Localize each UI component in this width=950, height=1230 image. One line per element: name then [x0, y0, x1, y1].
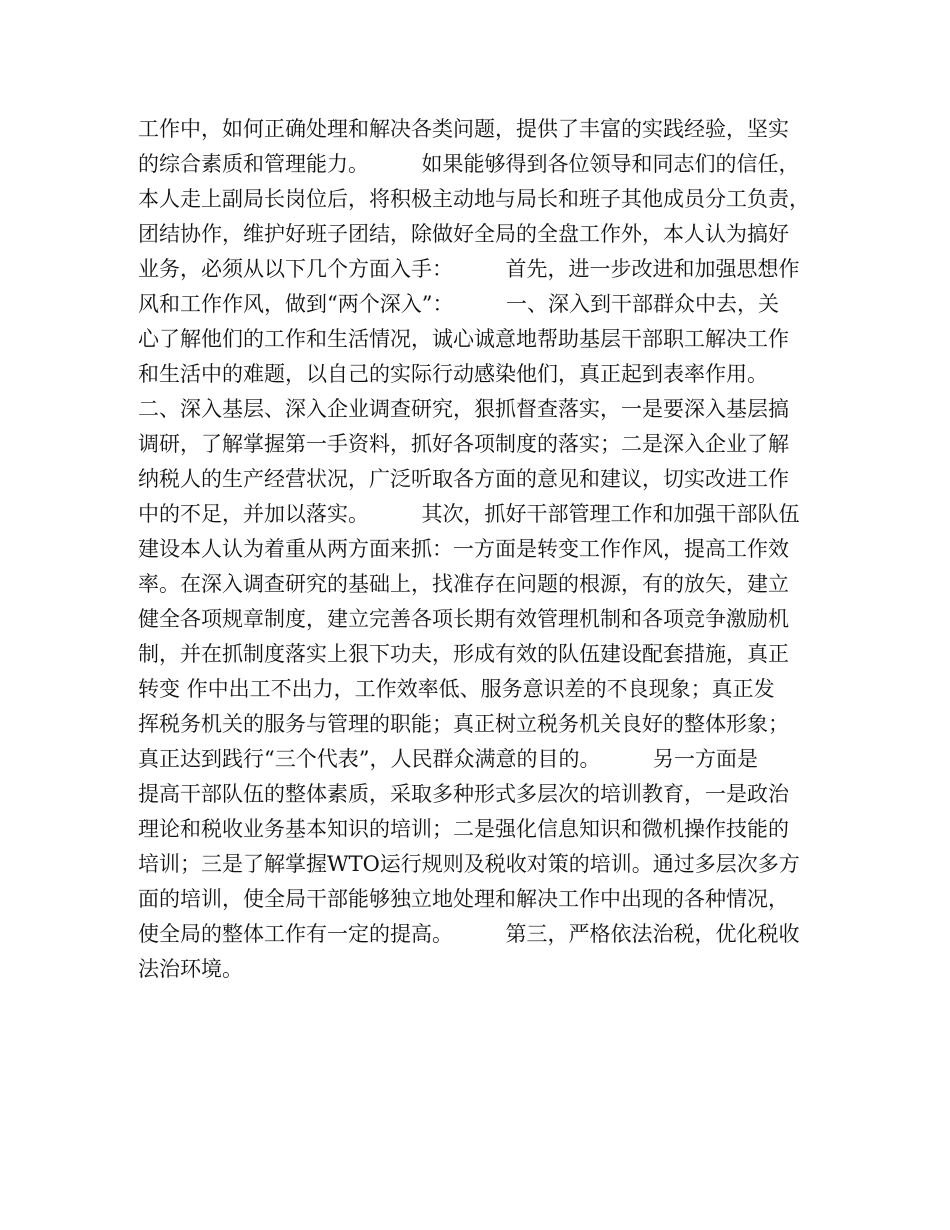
text-line: 面的培训，使全局干部能够独立地处理和解决工作中出现的各种情况， [138, 887, 789, 911]
text-line: 转变 作中出工不出力，工作效率低、服务意识差的不良现象；真正发 [138, 677, 775, 701]
body-text [138, 112, 828, 987]
text-line: 和生活中的难题，以自己的实际行动感染他们，真正起到表率作用。 [138, 362, 768, 386]
text-line: 工作中，如何正确处理和解决各类问题，提供了丰富的实践经验，坚实 [138, 117, 789, 141]
text-line: 纳税人的生产经营状况，广泛听取各方面的意见和建议，切实改进工作 [138, 467, 789, 491]
text-line: 业务，必须从以下几个方面入手： 首先，进一步改进和加强思想作 [138, 257, 800, 281]
text-line: 使全局的整体工作有一定的提高。 第三，严格依法治税，优化税收 [138, 922, 800, 946]
text-line: 健全各项规章制度，建立完善各项长期有效管理机制和各项竞争激励机 [138, 607, 789, 631]
text-line: 提高干部队伍的整体素质，采取多种形式多层次的培训教育，一是政治 [138, 782, 789, 806]
text-line: 挥税务机关的服务与管理的职能；真正树立税务机关良好的整体形象； [138, 712, 789, 736]
text-line: 培训；三是了解掌握WTO运行规则及税收对策的培训。通过多层次多方 [138, 852, 800, 876]
text-line: 调研，了解掌握第一手资料，抓好各项制度的落实；二是深入企业了解 [138, 432, 789, 456]
text-line: 率。在深入调查研究的基础上，找准存在问题的根源，有的放矢，建立 [138, 572, 789, 596]
text-line: 真正达到践行“三个代表”，人民群众满意的目的。 另一方面是 [138, 747, 758, 771]
text-line: 理论和税收业务基本知识的培训；二是强化信息知识和微机操作技能的 [138, 817, 789, 841]
text-line: 建设本人认为着重从两方面来抓：一方面是转变工作作风，提高工作效 [138, 537, 789, 561]
text-line: 二、深入基层、深入企业调查研究，狠抓督查落实，一是要深入基层搞 [138, 397, 789, 421]
text-line: 本人走上副局长岗位后，将积极主动地与局长和班子其他成员分工负责， [138, 187, 810, 211]
text-line: 中的不足，并加以落实。 其次，抓好干部管理工作和加强干部队伍 [138, 502, 800, 526]
text-line: 风和工作作风，做到“两个深入”： 一、深入到干部群众中去，关 [138, 292, 779, 316]
text-line: 的综合素质和管理能力。 如果能够得到各位领导和同志们的信任， [138, 152, 800, 176]
text-line: 法治环境。 [138, 957, 243, 981]
text-line: 制，并在抓制度落实上狠下功夫，形成有效的队伍建设配套措施，真正 [138, 642, 789, 666]
text-line: 团结协作，维护好班子团结，除做好全局的全盘工作外，本人认为搞好 [138, 222, 789, 246]
text-line: 心了解他们的工作和生活情况，诚心诚意地帮助基层干部职工解决工作 [138, 327, 789, 351]
